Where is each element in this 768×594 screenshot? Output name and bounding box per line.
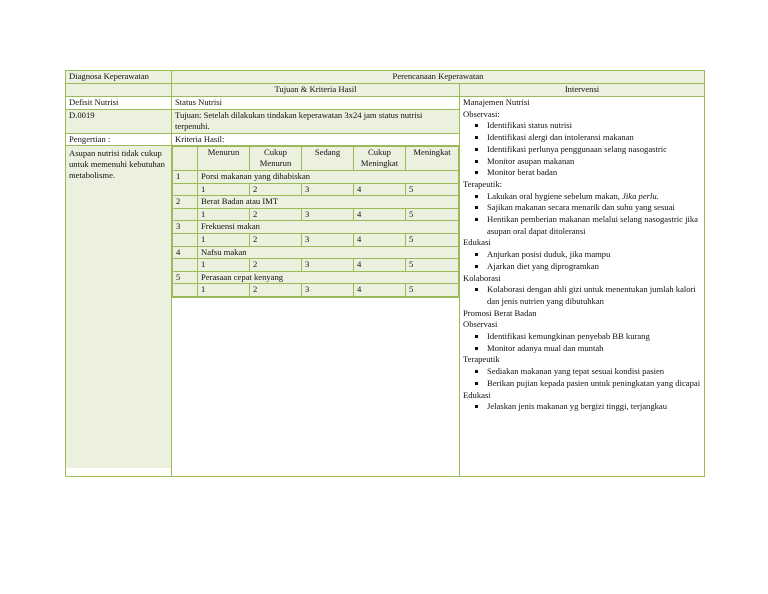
criteria-label-row bbox=[173, 246, 459, 259]
criteria-number: 2 bbox=[173, 196, 198, 209]
criteria-label: Berat Badan atau IMT bbox=[198, 196, 459, 209]
criteria-number: 1 bbox=[173, 171, 198, 184]
promosi-terapeutik-list bbox=[463, 366, 701, 389]
observasi-list bbox=[463, 120, 701, 179]
promosi-observasi-list bbox=[463, 331, 701, 354]
observasi-label: Observasi: bbox=[463, 108, 500, 119]
criteria-score-blank bbox=[173, 208, 198, 221]
criteria-score: 3 bbox=[302, 233, 354, 246]
list-item: ▪ Hentikan pemberian makanan melalui selang nasogastric jika asupan oral dapat ditoleransi bbox=[487, 214, 701, 237]
promosi-edukasi-label: Edukasi bbox=[463, 389, 491, 400]
criteria-score-blank bbox=[173, 284, 198, 297]
criteria-label: Frekuensi makan bbox=[198, 221, 459, 234]
list-item: ▪ Identifikasi alergi dan intoleransi makanan bbox=[487, 132, 701, 144]
criteria-score: 5 bbox=[406, 259, 459, 272]
criteria-score: 4 bbox=[354, 284, 406, 297]
scale-header-row bbox=[173, 147, 459, 171]
criteria-score-row bbox=[173, 259, 459, 272]
criteria-label: Perasaan cepat kenyang bbox=[198, 271, 459, 284]
list-item: ▪ Identifikasi kemungkinan penyebab BB kurang bbox=[487, 331, 701, 343]
list-item: ▪ Sajikan makanan secara menarik dan suhu yang sesuai bbox=[487, 202, 701, 214]
criteria-score: 4 bbox=[354, 259, 406, 272]
list-item: ▪ Jelaskan jenis makanan yg bergizi tinggi, terjangkau bbox=[487, 401, 701, 413]
list-item: ▪ Berikan pujian kepada pasien untuk peningkatan yang dicapai bbox=[487, 378, 701, 390]
criteria-score: 1 bbox=[198, 284, 250, 297]
criteria-score: 2 bbox=[250, 284, 302, 297]
diagnosa-inner-table bbox=[66, 97, 171, 468]
criteria-score-blank bbox=[173, 183, 198, 196]
tujuan-header: Tujuan & Kriteria Hasil bbox=[172, 84, 460, 97]
list-item-text: Lakukan oral hygiene sebelum makan, bbox=[487, 190, 620, 201]
criteria-score: 2 bbox=[250, 233, 302, 246]
list-item: ▪ Kolaborasi dengan ahli gizi untuk menentukan jumlah kalori dan jenis nutrien yang dibutuhkan bbox=[487, 284, 701, 307]
list-item: ▪ Sediakan makanan yang tepat sesuai kondisi pasien bbox=[487, 366, 701, 378]
status-nutrisi: Status Nutrisi bbox=[172, 97, 459, 110]
diagnosa-header: Diagnosa Keperawatan bbox=[66, 71, 172, 84]
criteria-score-blank bbox=[173, 233, 198, 246]
scale-header-cukup-menurun: Cukup Menurun bbox=[250, 147, 302, 171]
empty-header-cell bbox=[66, 84, 172, 97]
header-row bbox=[66, 71, 705, 84]
list-item: ▪ Anjurkan posisi duduk, jika mampu bbox=[487, 249, 701, 261]
criteria-score: 1 bbox=[198, 208, 250, 221]
manajemen-title: Manajemen Nutrisi bbox=[463, 97, 530, 107]
list-item-italic: Jika perlu. bbox=[622, 190, 659, 201]
criteria-score-row bbox=[173, 284, 459, 297]
subheader-row bbox=[66, 84, 705, 97]
list-item: ▪ Ajarkan diet yang diprogramkan bbox=[487, 261, 701, 273]
criteria-score: 2 bbox=[250, 208, 302, 221]
list-item bbox=[487, 191, 701, 203]
criteria-score: 2 bbox=[250, 183, 302, 196]
intervensi-column bbox=[460, 97, 705, 477]
diagnosa-name: Defisit Nutrisi bbox=[66, 97, 171, 110]
criteria-score: 3 bbox=[302, 208, 354, 221]
scale-header-sedang: Sedang bbox=[302, 147, 354, 171]
criteria-score-blank bbox=[173, 259, 198, 272]
criteria-score: 5 bbox=[406, 233, 459, 246]
criteria-score: 1 bbox=[198, 183, 250, 196]
promosi-observasi-label: Observasi bbox=[463, 319, 498, 330]
edukasi-list bbox=[463, 249, 701, 272]
scale-header-cukup-meningkat: Cukup Meningkat bbox=[354, 147, 406, 171]
criteria-label-row bbox=[173, 271, 459, 284]
scale-header-blank bbox=[173, 147, 198, 171]
kolaborasi-label: Kolaborasi bbox=[463, 272, 501, 283]
criteria-body bbox=[173, 171, 459, 297]
criteria-label: Porsi makanan yang dihabiskan bbox=[198, 171, 459, 184]
list-item: ▪ Monitor asupan makanan bbox=[487, 156, 701, 168]
tujuan-inner-table bbox=[172, 97, 459, 434]
pengertian-text: Asupan nutrisi tidak cukup untuk memenuhi kebutuhan metabolisme. bbox=[66, 146, 171, 469]
list-item: ▪ Monitor berat badan bbox=[487, 167, 701, 179]
kolaborasi-list bbox=[463, 284, 701, 307]
criteria-score: 5 bbox=[406, 183, 459, 196]
kriteria-table bbox=[172, 146, 459, 297]
criteria-score: 3 bbox=[302, 259, 354, 272]
criteria-score: 4 bbox=[354, 208, 406, 221]
criteria-score: 2 bbox=[250, 259, 302, 272]
diagnosa-code: D.0019 bbox=[66, 110, 171, 134]
criteria-number: 4 bbox=[173, 246, 198, 259]
pengertian-label: Pengertian : bbox=[66, 134, 171, 146]
list-item: ▪ Identifikasi status nutrisi bbox=[487, 120, 701, 132]
criteria-label-row bbox=[173, 221, 459, 234]
tujuan-blank-area bbox=[172, 297, 459, 434]
criteria-label: Nafsu makan bbox=[198, 246, 459, 259]
care-plan-table bbox=[65, 70, 705, 477]
content-row bbox=[66, 97, 705, 477]
criteria-label-row bbox=[173, 171, 459, 184]
promosi-terapeutik-label: Terapeutik bbox=[463, 354, 500, 365]
terapeutik-label: Terapeutik: bbox=[463, 178, 503, 189]
criteria-score-row bbox=[173, 183, 459, 196]
criteria-number: 3 bbox=[173, 221, 198, 234]
criteria-score-row bbox=[173, 233, 459, 246]
list-item: ▪ Identifikasi perlunya penggunaan selang nasogastric bbox=[487, 144, 701, 156]
criteria-score: 4 bbox=[354, 183, 406, 196]
edukasi-label: Edukasi bbox=[463, 237, 491, 248]
criteria-score: 4 bbox=[354, 233, 406, 246]
list-item: ▪ Monitor adanya mual dan muntah bbox=[487, 343, 701, 355]
criteria-score: 5 bbox=[406, 208, 459, 221]
scale-header-meningkat: Meningkat bbox=[406, 147, 459, 171]
criteria-score: 3 bbox=[302, 284, 354, 297]
diagnosa-column bbox=[66, 97, 172, 477]
promosi-title: Promosi Berat Badan bbox=[463, 307, 537, 318]
criteria-number: 5 bbox=[173, 271, 198, 284]
intervensi-header: Intervensi bbox=[460, 84, 705, 97]
kriteria-label: Kriteria Hasil: bbox=[172, 134, 459, 146]
criteria-score: 1 bbox=[198, 233, 250, 246]
criteria-label-row bbox=[173, 196, 459, 209]
tujuan-column bbox=[172, 97, 460, 477]
criteria-score: 3 bbox=[302, 183, 354, 196]
kriteria-cell bbox=[172, 146, 459, 298]
scale-header-menurun: Menurun bbox=[198, 147, 250, 171]
terapeutik-list bbox=[463, 191, 701, 238]
criteria-score: 5 bbox=[406, 284, 459, 297]
promosi-edukasi-list bbox=[463, 401, 701, 413]
criteria-score-row bbox=[173, 208, 459, 221]
criteria-score: 1 bbox=[198, 259, 250, 272]
perencanaan-header: Perencanaan Keperawatan bbox=[172, 71, 705, 84]
tujuan-text: Tujuan: Setelah dilakukan tindakan keperawatan 3x24 jam status nutrisi terpenuhi. bbox=[172, 110, 459, 134]
